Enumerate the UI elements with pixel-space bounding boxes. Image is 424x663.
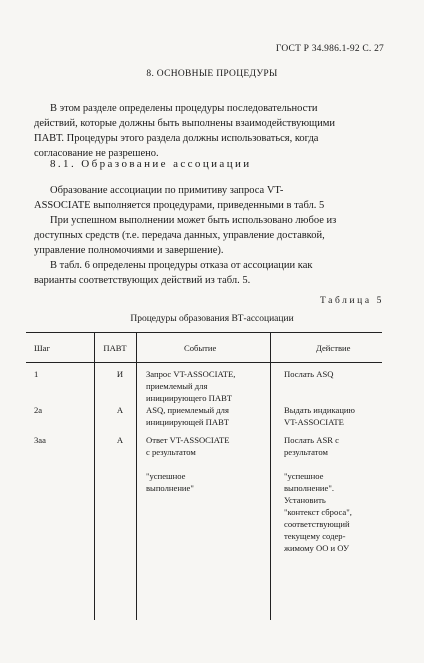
event-line (146, 458, 256, 470)
table-title: Процедуры образования ВТ-ассоциации (130, 314, 294, 324)
event-line: приемлемый для (146, 381, 208, 391)
action-line: Выдать индикацию (284, 405, 355, 415)
text-line: В этом разделе определены процедуры последовательности (50, 103, 318, 114)
event-line: Ответ VT-ASSOCIATE (146, 435, 230, 445)
action-line: "успешное (284, 471, 324, 481)
event-line: Запрос VT-ASSOCIATE, (146, 369, 236, 379)
text-line: В табл. 6 определены процедуры отказа от ассоциации как (50, 260, 313, 271)
row-action (284, 434, 380, 554)
action-line: текущему содер- (284, 531, 346, 541)
text-line: варианты соответствующих действий из табл. 5. (34, 275, 251, 286)
text-line: доступных средств (т.е. передача данных, управление доставкой, (34, 230, 325, 241)
text-line: действий, которые должны быть выполнены взаимодействующими (34, 118, 336, 129)
intro-paragraph (34, 101, 386, 161)
text-line: При успешном выполнении может быть использовано любое из (50, 215, 337, 226)
event-line: с результатом (146, 447, 196, 457)
page-header: ГОСТ Р 34.986.1-92 С. 27 (275, 44, 384, 54)
table-label: Таблица 5 (319, 296, 384, 306)
row-pavt: И (116, 369, 124, 379)
body-paragraph (34, 183, 386, 288)
event-line: ASQ, приемлемый для (146, 405, 229, 415)
action-line (284, 458, 380, 470)
action-line: "контекст сброса", (284, 507, 352, 517)
text-line: ПАВТ. Процедуры этого раздела должны использоваться, когда (34, 133, 319, 144)
header-pavt: ПАВТ (103, 343, 127, 353)
row-event (146, 368, 256, 404)
action-line: выполнение". (284, 483, 334, 493)
header-step: Шаг (34, 343, 51, 353)
section-title: 8. ОСНОВНЫЕ ПРОЦЕДУРЫ (146, 69, 278, 79)
row-step: 2a (34, 405, 43, 415)
row-step: 3aa (34, 435, 46, 445)
row-pavt: А (116, 435, 124, 445)
row-action (284, 368, 380, 380)
action-line: результатом (284, 447, 328, 457)
row-event (146, 404, 256, 428)
event-line: инициирующего ПАВТ (146, 393, 232, 403)
action-line: Установить (284, 495, 326, 505)
event-line: выполнение" (146, 483, 194, 493)
event-line: "успешное (146, 471, 186, 481)
text-line: согласование не разрешено. (34, 148, 159, 159)
event-line: инициирующей ПАВТ (146, 417, 229, 427)
column-divider (136, 332, 137, 620)
action-line: VT-ASSOCIATE (284, 417, 344, 427)
row-event (146, 434, 256, 494)
header-action: Действие (316, 343, 351, 353)
row-pavt: А (116, 405, 124, 415)
subsection-title: 8.1. Образование ассоциации (50, 158, 252, 170)
text-line: управление полномочиями и завершение). (34, 245, 224, 256)
column-divider (270, 332, 271, 620)
table-header-rule (26, 362, 382, 363)
row-step: 1 (34, 369, 39, 379)
table-top-rule (26, 332, 382, 333)
text-line: ASSOCIATE выполняется процедурами, приведенными в табл. 5 (34, 200, 325, 211)
action-line: соответствующий (284, 519, 350, 529)
action-line: Послать ASR с (284, 435, 339, 445)
column-divider (94, 332, 95, 620)
row-action (284, 404, 380, 428)
procedures-table (26, 332, 382, 620)
action-line: жимому ОО и ОУ (284, 543, 350, 553)
text-line: Образование ассоциации по примитиву запроса VT- (50, 185, 284, 196)
header-event: Событие (184, 343, 217, 353)
action-line: Послать ASQ (284, 369, 334, 379)
